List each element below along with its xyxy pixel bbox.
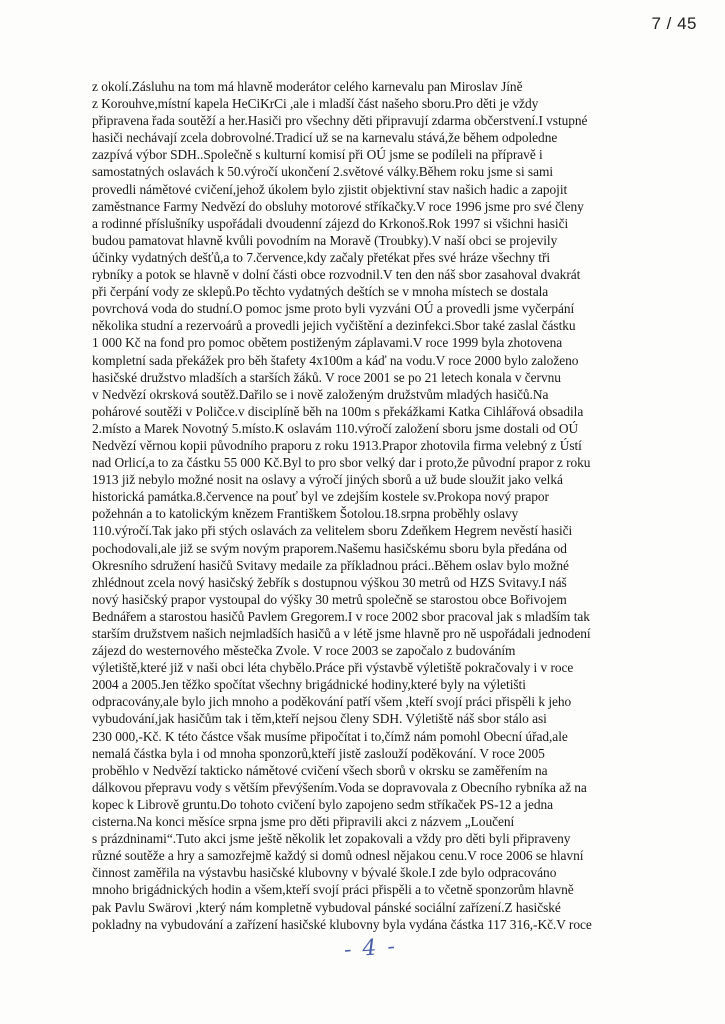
text-line: různé soutěže a hry a samozřejmě každý si domů odnesl nějakou cenu.V roce 2006 se hlavní bbox=[92, 848, 584, 864]
text-line: kopec k Librově gruntu.Do tohoto cvičení bylo zapojeno sedm stříkaček PS-12 a jedna bbox=[92, 796, 554, 812]
text-line: činnost zaměřila na výstavbu hasičské klubovny v bývalé škole.I zde bylo odpracováno bbox=[92, 865, 557, 881]
text-line: Okresního sdružení hasičů Svitavy medaile za příkladnou práci..Během oslav bylo možné bbox=[92, 557, 569, 573]
text-line: nad Orlicí,a to za částku 55 000 Kč.Byl to pro sbor velký dar i proto,že původní prapor z roku bbox=[92, 455, 591, 471]
text-line: povrchová voda do studní.O pomoc jsme proto byli vyzváni OÚ a provedli jsme vyčerpání bbox=[92, 301, 575, 317]
text-line: účinky vydatných dešťů,a to 7.července,kdy začaly přetékat přes své hráze všechny tři bbox=[92, 249, 551, 265]
text-line: připravena řada soutěží a her.Hasiči pro všechny děti připravují zdarma občerstvení.I vstupné bbox=[92, 113, 588, 129]
text-line: zazpívá výbor SDH..Společně s kulturní komisí při OÚ jsme se podíleli na přípravě i bbox=[92, 147, 543, 163]
text-line: provedli námětové cvičení,jehož úkolem bylo zjistit objektivní stav našich hadic a zapojit bbox=[92, 181, 568, 197]
text-line: požehnán a to katolickým knězem Františkem Šotolou.18.srpna proběhly oslavy bbox=[92, 506, 519, 522]
text-line: z Korouhve,místní kapela HeCiKrCi ,ale i mladší část našeho sboru.Pro děti je vždy bbox=[92, 96, 539, 112]
text-line: pochodovali,ale již se svým novým praporem.Našemu hasičskému sboru byla předána od bbox=[92, 540, 567, 556]
text-line: 2.místo a Marek Novotný 5.místo.K oslavám 110.výročí založení sboru jsme dostali od OÚ bbox=[92, 420, 579, 436]
text-line: v Nedvězí okrsková soutěž.Dařilo se i nově založeným družstvům mladých hasičů.Na bbox=[92, 386, 549, 402]
text-line: 1 000 Kč na fond pro pomoc obětem postiženým záplavami.V roce 1999 byla zhotovena bbox=[92, 335, 563, 351]
text-line: odpracovány,ale bylo jich mnoho a poděkování patří všem ,kteří svojí práci přispěli k jeho bbox=[92, 694, 572, 710]
text-line: při čerpání vody ze sklepů.Po těchto vydatných deštích se v mnoha místech se dostala bbox=[92, 284, 549, 300]
text-line: Bednářem a starostou hasičů Pavlem Gregorem.I v roce 2002 sbor pracoval jak s mladším tak bbox=[92, 608, 590, 624]
text-line: 1913 již nebylo možné nosit na oslavy a výročí jiných sborů a už bude sloužit jako velká bbox=[92, 472, 563, 488]
text-line: zhlédnout zcela nový hasičský žebřík s dostupnou výškou 30 metrů od HZS Svitavy.I náš bbox=[92, 574, 567, 590]
text-line: nemalá částka byla i od mnoha sponzorů,kteří jistě zaslouží poděkování. V roce 2005 bbox=[92, 745, 545, 761]
text-line: pokladny na vybudování a zařízení hasičské klubovny byla vydána částka 117 316,-Kč.V roce bbox=[92, 916, 592, 932]
chronicle-text bbox=[92, 78, 652, 933]
text-line: mnoho brigádnických hodin a všem,kteří svojí práci přispěli a to včetně sponzorům hlavně bbox=[92, 882, 574, 898]
text-line: hasičské družstvo mladších a starších žáků. V roce 2001 se po 21 letech konala v červnu bbox=[92, 369, 561, 385]
text-line: několika studní a rezervoárů a provedli jejich vyčištění a dezinfekci.Sbor také zaslal částku bbox=[92, 318, 576, 334]
text-line: 110.výročí.Tak jako při stých oslavách za velitelem sboru Zdeňkem Hegrem nevěstí hasiči bbox=[92, 523, 573, 539]
handwritten-page-number: - 4 - bbox=[343, 934, 398, 963]
text-line: výletiště,které již v naši obci léta chybělo.Práce při výstavbě výletiště pokračovaly i v roce bbox=[92, 660, 574, 676]
text-line: kompletní sada překážek pro běh štafety 4x100m a káď na vodu.V roce 2000 bylo založeno bbox=[92, 352, 579, 368]
text-line: rybníky a potok se hlavně v dolní části obce rozvodnil.V ten den náš sbor zasahoval dvakrát bbox=[92, 267, 581, 283]
text-line: a rodinné příslušníky uspořádali dvoudenní zájezd do Krkonoš.Rok 1997 si všichni hasiči bbox=[92, 215, 569, 231]
text-line: vybudování,jak hasičům tak i těm,kteří nejsou členy SDH. Výletiště náš sbor stálo asi bbox=[92, 711, 547, 727]
text-line: dálkovou přepravu vody s větším převýšením.Voda se dopravovala z Obecního rybníka až na bbox=[92, 779, 587, 795]
text-line: hasiči nechávají zcela dobrovolné.Tradicí už se na karnevalu stává,že během odpoledne bbox=[92, 130, 558, 146]
text-line: zájezd do westernového městečka Zvole. V roce 2003 se započalo z budováním bbox=[92, 643, 516, 659]
text-line: Nedvězí věrnou kopii původního praporu z roku 1913.Prapor zhotovila firma velebný z Ústí bbox=[92, 437, 582, 453]
text-line: budou pamatovat hlavně kvůli povodním na Moravě (Troubky).V naší obci se projevily bbox=[92, 232, 558, 248]
text-line: starším družstvem našich nejmladších hasičů a v létě jsme hlavně pro ně uspořádali jednodení bbox=[92, 626, 591, 641]
text-line: pak Pavlu Swärovi ,který nám kompletně vybudoval pánské sociální zařízení.Z hasičské bbox=[92, 899, 561, 915]
text-line: historická památka.8.července na pouť byl ve zdejším kostele sv.Prokopa nový prapor bbox=[92, 489, 549, 505]
text-line: nový hasičský prapor vystoupal do výšky 30 metrů společně se starostou obce Bořivojem bbox=[92, 591, 567, 607]
text-line: s prázdninami“.Tuto akci jsme ještě několik let zopakovali a vždy pro děti byli připraveny bbox=[92, 831, 571, 847]
text-line: 230 000,-Kč. K této částce však musíme připočítat i to,čímž nám pomohl Obecní úřad,ale bbox=[92, 728, 568, 744]
text-line: cisterna.Na konci měsíce srpna jsme pro děti připravili akci z názvem „Loučení bbox=[92, 814, 515, 830]
text-line: proběhlo v Nedvězí takticko námětové cvičení všech sborů v okrsku se zaměřením na bbox=[92, 762, 548, 778]
text-line: zaměstnance Farmy Nedvězí do obsluhy motorové stříkačky.V roce 1996 jsme pro své členy bbox=[92, 198, 584, 214]
text-line: z okolí.Zásluhu na tom má hlavně moderátor celého karnevalu pan Miroslav Jíně bbox=[92, 79, 523, 94]
text-line: pohárové soutěži v Poličce.v disciplíně běh na 100m s překážkami Katka Cihlářová obsadila bbox=[92, 403, 584, 419]
text-line: samostatných oslavách k 50.výročí ukončení 2.světové války.Během roku jsme si sami bbox=[92, 164, 554, 180]
page-counter: 7 / 45 bbox=[651, 14, 697, 33]
text-line: 2004 a 2005.Jen těžko spočítat všechny brigádnické hodiny,které byly na výletišti bbox=[92, 677, 526, 693]
